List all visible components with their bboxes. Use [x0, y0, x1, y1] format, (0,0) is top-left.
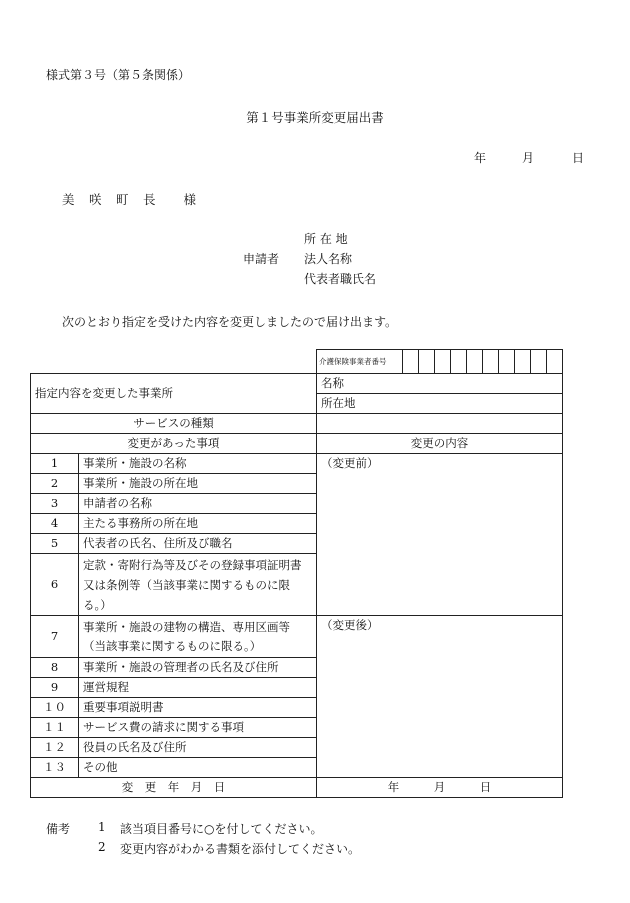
item-number[interactable]: 2	[31, 474, 79, 494]
item-label: 事業所・施設の所在地	[79, 474, 317, 494]
change-date-label: 変 更 年 月 日	[31, 778, 317, 798]
item-number[interactable]: 7	[31, 616, 79, 658]
document-title: 第１号事業所変更届出書	[246, 110, 384, 125]
item-number[interactable]: 6	[31, 554, 79, 616]
item-number[interactable]: 5	[31, 534, 79, 554]
item-label: 事業所・施設の管理者の氏名及び住所	[79, 658, 317, 678]
applicant-label: 申請者	[243, 252, 280, 266]
recipient: 美 咲 町 長 様	[62, 192, 198, 207]
item-label: 運営規程	[79, 678, 317, 698]
provider-number-digit[interactable]	[483, 350, 499, 374]
item-number[interactable]: 1	[31, 454, 79, 474]
change-after-label: （変更後）	[321, 618, 379, 632]
item-label: 申請者の名称	[79, 494, 317, 514]
provider-number-digit[interactable]	[403, 350, 419, 374]
date-month-label: 月	[522, 151, 535, 165]
change-date-field[interactable]: 年 月 日	[317, 778, 563, 798]
change-after-field[interactable]	[317, 616, 563, 778]
item-label: サービス費の請求に関する事項	[79, 718, 317, 738]
item-label: 重要事項説明書	[79, 698, 317, 718]
provider-number-digit[interactable]	[515, 350, 531, 374]
item-number[interactable]: 8	[31, 658, 79, 678]
office-location-field[interactable]	[317, 394, 563, 414]
provider-number-digit[interactable]	[467, 350, 483, 374]
blank-cell	[31, 350, 317, 374]
office-location-label: 所在地	[321, 396, 356, 410]
applicant-corp-name-label: 法人名称	[304, 252, 353, 266]
change-before-field[interactable]	[317, 454, 563, 616]
provider-number-digit[interactable]	[547, 350, 563, 374]
item-label: 主たる事務所の所在地	[79, 514, 317, 534]
item-number[interactable]: １３	[31, 758, 79, 778]
provider-number-digit[interactable]	[499, 350, 515, 374]
item-label: 役員の氏名及び住所	[79, 738, 317, 758]
item-number[interactable]: １１	[31, 718, 79, 738]
note-text: 変更内容がわかる書類を添付してください。	[120, 842, 361, 856]
item-label: 定款・寄附行為等及びその登録事項証明書又は条例等（当該事業に関するものに限る。）	[79, 554, 317, 616]
applicant-representative-label: 代表者職氏名	[304, 272, 377, 286]
change-before-label: （変更前）	[321, 456, 379, 470]
form-label: 様式第３号（第５条関係）	[46, 68, 191, 82]
provider-number-digit[interactable]	[451, 350, 467, 374]
office-label: 指定内容を変更した事業所	[31, 374, 317, 414]
item-number[interactable]: 4	[31, 514, 79, 534]
note-text: 該当項目番号に○を付してください。	[120, 822, 323, 836]
provider-number-digit[interactable]	[419, 350, 435, 374]
note-number: 2	[98, 840, 106, 854]
item-number[interactable]: 9	[31, 678, 79, 698]
statement: 次のとおり指定を受けた内容を変更しましたので届け出ます。	[62, 315, 398, 329]
applicant-address-label: 所 在 地	[304, 232, 348, 246]
notes-label: 備考	[46, 822, 71, 836]
date-year-label: 年	[474, 151, 487, 165]
office-name-field[interactable]	[317, 374, 563, 394]
provider-number-digit[interactable]	[435, 350, 451, 374]
item-label: その他	[79, 758, 317, 778]
item-number[interactable]: 3	[31, 494, 79, 514]
service-type-label: サービスの種類	[31, 414, 317, 434]
change-form-table	[30, 349, 563, 798]
changed-items-header: 変更があった事項	[31, 434, 317, 454]
provider-number-digit[interactable]	[531, 350, 547, 374]
item-number[interactable]: １０	[31, 698, 79, 718]
item-label: 事業所・施設の建物の構造、専用区画等（当該事業に関するものに限る。）	[79, 616, 317, 658]
change-content-header: 変更の内容	[317, 434, 563, 454]
date-day-label: 日	[572, 151, 585, 165]
provider-number-label: 介護保険事業者番号	[317, 350, 403, 374]
office-name-label: 名称	[321, 376, 344, 390]
item-label: 代表者の氏名、住所及び職名	[79, 534, 317, 554]
note-number: 1	[98, 820, 106, 834]
item-number[interactable]: １２	[31, 738, 79, 758]
item-label: 事業所・施設の名称	[79, 454, 317, 474]
service-type-field[interactable]	[317, 414, 563, 434]
